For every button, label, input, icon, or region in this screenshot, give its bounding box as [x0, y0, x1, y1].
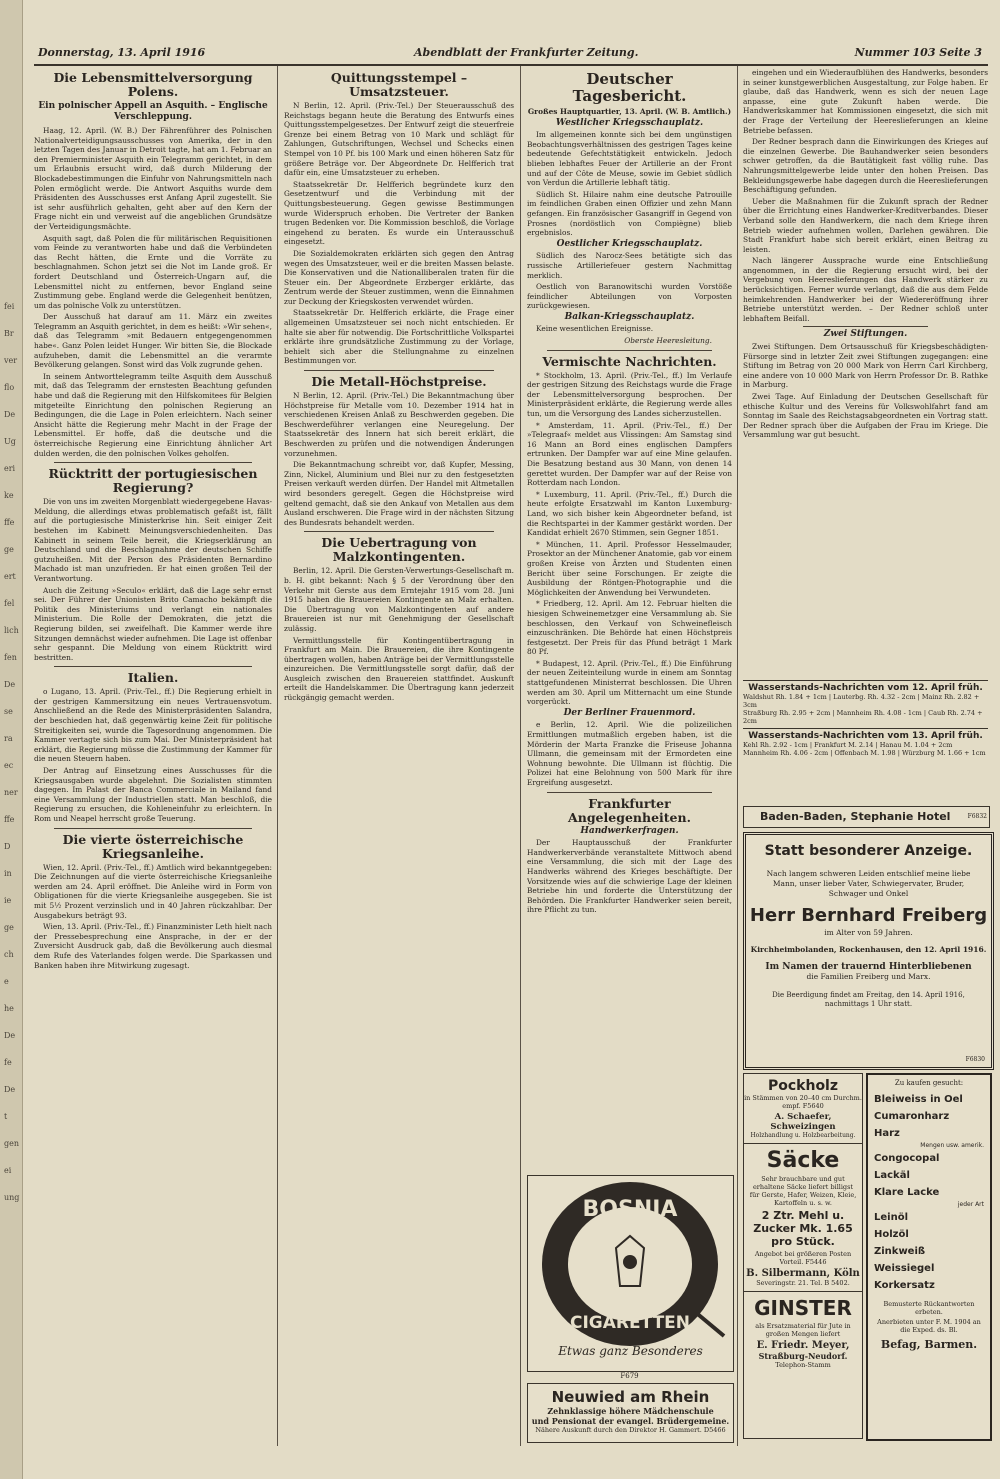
prev-page-fragment: ch: [4, 950, 14, 959]
header-date: Donnerstag, 13. April 1916: [38, 46, 206, 59]
article-title-portugal: Rücktritt der portugiesischen Regierung?: [48, 466, 258, 496]
ad-code: F679: [620, 1372, 639, 1380]
prev-page-fragment: ei: [4, 1166, 12, 1175]
ginster-text: als Ersatzmaterial für Jute in großen Mengen liefert: [755, 1322, 851, 1338]
column-rule: [520, 66, 521, 1446]
wanted-item: Zinkweiß Weissiegel: [874, 1246, 935, 1274]
article-paragraph: Zwei Tage. Auf Einladung der Deutschen Gesellschaft für ethische Kultur und des Vereins für Volkswohlfahrt fand am Sonntag im Saale des Reichstagsabgeordneten ein Vortrag statt. Der Redner sprach über die Aufgaben der Frau im Kriege. Die Versammlung war gut besucht.: [743, 392, 988, 440]
prev-page-fragment: fen: [4, 653, 17, 662]
article-title-metall: Die Metall-Höchstpreise.: [311, 374, 487, 390]
article-paragraph: Südlich St. Hilaire nahm eine deutsche Patrouille im feindlichen Graben einen Offizier und zehn Mann gefangen. Ein französischer Gasangriff in Gegend von Prosnes (nordöstlich von Compiègne) blieb ergebnislos.: [527, 189, 732, 238]
prev-page-fragment: De: [4, 680, 16, 689]
divider: [547, 350, 712, 351]
article-paragraph: Im allgemeinen konnte sich bei dem ungünstigen Beobachtungsverhältnissen des gestrigen Tages keine bedeutende Gefechtstätigkeit entwickeln. Jedoch blieben lebhaftes Feuer der Artillerie an der Front und auf der Côte de Meuse, sowie im Gebiet südlich von Verdun die Artillerie lebhaft tätig.: [527, 130, 732, 188]
water-row: Waldshut Rh. 1.84 + 1cm | Lauterbg. Rh. 4.32 - 2cm | Mainz Rh. 2.82 + 3cm: [743, 693, 980, 709]
article-paragraph: Die von uns im zweiten Morgenblatt wiedergegebene Havas-Meldung, die allerdings etwas problematisch gefaßt ist, fällt auf die portugiesische Ministerkrise hin. Seit einiger Zeit bestehen im Kabinett Meinungsverschiedenheiten. Das Kabinett in seinem Teile bereit, die Kriegserklärung an Deutschland und die Beschlagnahme der deutschen Schiffe gutzuheißen. Mit der Person des Präsidenten Bernardino Machado ist man unzufrieden. Er hat einen großen Teil der Verantwortung.: [34, 497, 272, 583]
prev-page-fragment: fei: [4, 302, 15, 311]
notice-name: Herr Bernhard Freiberg: [749, 905, 988, 926]
article-paragraph: eingehen und ein Wiederaufblühen des Handwerks, besonders in seiner kunstgewerblichen Ausgestaltung, zur Folge haben. Er glaube, daß das Handwerk, wenn es sich der neuen Lage anpasse, eine gute Zukunft haben werde. Die Handwerkskammer hat Kommissionen eingesetzt, die sich mit der Frage der Verteilung der Heereslieferungen an kleine Betriebe befassen.: [743, 68, 988, 135]
section-heading: Balkan-Kriegsschauplatz.: [564, 311, 695, 322]
article-paragraph: Asquith sagt, daß Polen die für militärischen Requisitionen vom Feinde zu verantworten habe und daß die Verbündeten das Recht hätten, die Ernte und die Vorräte zu beschlagnahmen. Schon jetzt sei die Not im Lande groß. Er fordert Deutschland und Österreich-Ungarn auf, die Lebensmittel nicht zu entfernen, bevor England seine Zustimmung gebe. England werde die Gelegenheit benützen, um das polnische Volk zu unterstützen.: [34, 233, 272, 310]
notice-family: die Familien Freiberg und Marx.: [806, 972, 931, 981]
article-title-kriegsanleihe: Die vierte österreichische Kriegsanleihe.: [62, 831, 244, 861]
divider: [803, 326, 928, 327]
death-notice: [743, 832, 994, 1070]
article-paragraph: Haag, 12. April. (W. B.) Der Fährenführer des Polnischen Nationalverteidigungsausschusses von Amerika, der in den letzten Tagen des Januar in Detroit tagte, hat am 1. Februar an den Premierminister Asquith ein Telegramm gerichtet, in dem um Erlaubnis ersucht wird, daß durch Milderung der Blockadebestimmungen die Einfuhr von Nahrungsmitteln nach Polen ermöglicht werde. Die Antwort Asquiths wurde dem Präsidenten des Ausschusses erst Anfang April zugestellt. Sie ist sehr ausführlich gehalten, geht aber auf den Kern der Frage nicht ein und verweist auf die angeblichen Grundsätze der Verteidigungsmächte.: [34, 126, 272, 231]
prev-page-fragment: ffe: [4, 518, 15, 527]
saecke-address: Severingstr. 21. Tel. B 5402.: [756, 1279, 850, 1287]
column-4: [743, 68, 988, 673]
ginster-city: Straßburg-Neudorf.: [758, 1351, 848, 1361]
wanted-item: Congocopal: [874, 1153, 940, 1164]
ginster-tel: Telephon-Stamm: [775, 1361, 831, 1369]
pockholz-firm: A. Schaefer, Schweizingen: [770, 1112, 836, 1132]
notice-mourners: Im Namen der trauernd Hinterbliebenen: [765, 962, 972, 972]
right-ads-column: [743, 1073, 863, 1439]
saecke-firm: B. Silbermann, Köln: [746, 1268, 860, 1279]
prev-page-fragment: ffe: [4, 815, 15, 824]
article-paragraph: Wien, 13. April. (Priv.-Tel., ff.) Finanzminister Leth hielt nach der Pressebesprechung eine Ansprache, in der er der Zuversicht Ausdruck gab, daß die Bevölkerung auch diesmal dem Rufe des Vaterlandes folgen werde. Die Sparkassen und Banken haben ihre Mitwirkung zugesagt.: [34, 922, 272, 970]
wanted-header: Zu kaufen gesucht:: [894, 1079, 964, 1087]
water-title-12: Wasserstands-Nachrichten vom 12. April früh.: [748, 683, 983, 693]
section-heading: Oestlicher Kriegsschauplatz.: [556, 238, 703, 249]
divider: [304, 370, 494, 371]
wanted-note: jeder Art: [957, 1201, 984, 1208]
prev-page-fragment: he: [4, 1004, 14, 1013]
article-paragraph: Nach längerer Aussprache wurde eine Entschließung angenommen, in der die Regierung ersucht wird, bei der Vergebung von Heereslieferungen das Handwerk stärker zu berücksichtigen. Ferner wurde verlangt, daß die aus dem Felde heimkehrenden Handwerker bei der Wiedereröffnung ihrer Betriebe unterstützt werden. – Der Redner schloß unter lebhaftem Beifall.: [743, 256, 988, 323]
article-paragraph: Vermittlungsstelle für Kontingentübertragung in Frankfurt am Main. Die Brauereien, die ihre Kontingente übertragen wollen, haben Anträge bei der Vermittlungsstelle einzureichen. Die Vermittlungsstelle sorgt dafür, daß der Ausgleich zwischen den Brauereien stattfindet. Auskunft erteilt die Handelskammer. Die Übertragung kann jederzeit rückgängig gemacht werden.: [284, 635, 514, 703]
wanted-firm: Befag, Barmen.: [880, 1338, 978, 1351]
prev-page-fragment: De: [4, 410, 16, 419]
neuwied-line3: Nähere Auskunft durch den Direktor H. Gammert. D5466: [535, 1426, 726, 1434]
column-rule: [737, 66, 738, 1446]
section-heading: Der Berliner Frauenmord.: [563, 707, 696, 718]
article-paragraph: Die Bekanntmachung schreibt vor, daß Kupfer, Messing, Zinn, Nickel, Aluminium und Blei nur zu den festgesetzten Preisen verkauft werden dürfen. Der Handel mit Altmetallen wird besonders geregelt. Gegen die Höchstpreise wird geltend gemacht, daß sie den Ankauf von Metallen aus dem Ausland erschweren. Die Frage wird in der nächsten Sitzung des Bundesrats behandelt werden.: [284, 460, 514, 527]
page-header: [34, 44, 988, 66]
article-paragraph: In seinem Antworttelegramm teilte Asquith dem Ausschuß mit, daß das Telegramm der ernstesten Beachtung gefunden habe und daß die Regierung mit den Hilfskomitees für Belgien mitgeteilte Einrichtung den polnischen Regierung an Bedingungen, die die Lage in Polen erleichtern. Nach seiner Ansicht hätte die Regierung mehr Macht in der Frage der Lebensmittel. Er hoffe, daß die deutsche und die österreichische Regierung eine Einrichtung ähnlicher Art dulden werden, die den polnischen Volkes geholfen.: [34, 371, 272, 458]
article-paragraph: o Lugano, 13. April. (Priv.-Tel., ff.) Die Regierung erhielt in der gestrigen Kammersitzung ein neues Vertrauensvotum. Anschließend an die Rede des Ministerpräsidenten Salandra, der beschieden hat, daß gegenwärtig keine Zeit für politische Streitigkeiten sei, wurde die Tagesordnung angenommen. Die Kammer vertagte sich bis zum Mai. Der Ministerpräsident hat erklärt, die Regierung müsse die Zustimmung der Kammer für die neuen Steuern haben.: [34, 687, 272, 764]
divider: [54, 666, 252, 667]
column-2: [284, 68, 514, 1443]
prev-page-fragment: fel: [4, 599, 15, 608]
hotel-name: Baden-Baden, Stephanie Hotel: [760, 810, 951, 823]
article-paragraph: Der Hauptausschuß der Frankfurter Handwerkerverbände veranstaltete Mittwoch abend eine Versammlung, die sich mit der Lage des Handwerks während des Krieges beschäftigte. Der Vorsitzende wies auf die schwierige Lage der kleinen Betriebe hin und forderte die Unterstützung der Behörden. Die Frankfurter Handwerker seien bereit, ihre Pflicht zu tun.: [527, 838, 732, 915]
pockholz-text: in Stämmen von 20–40 cm Durchm. empf. F5640: [744, 1094, 862, 1110]
prev-page-fragment: Br: [4, 329, 14, 338]
prev-page-fragment: ner: [4, 788, 18, 797]
notice-title: Statt besonderer Anzeige.: [764, 843, 973, 859]
wanted-item: Holzöl: [874, 1229, 909, 1240]
article-paragraph: Südlich des Narocz-Sees betätigte sich das russische Artilleriefeuer gestern Nachmittag merklich.: [527, 251, 732, 280]
article-title-italien: Italien.: [127, 670, 179, 686]
article-paragraph: N Berlin, 12. April. (Priv.-Tel.) Der Steuerausschuß des Reichstags begann heute die Beratung des Entwurfs eines Quittungsstempelgesetzes. Der Entwurf zeigt die steuerfreie Grenze bei einem Betrag von 10 Mark und schlägt für Zahlungen, Gutschriftungen, Wechsel und Schecks einen Stempel von 10 Pf. bis 100 Mark und einen höheren Satz für größere Beträge vor. Der Abgeordnete Dr. Helfferich trat dafür ein, eine Umsatzsteuer zu erheben.: [284, 101, 514, 178]
wanted-item: Lackäl: [874, 1170, 910, 1181]
article-paragraph: Der Antrag auf Einsetzung eines Ausschusses für die Kriegsausgaben wurde abgelehnt. Die Sozialisten stimmten dagegen. Im Palast der Banca Commerciale in Mailand fand eine Versammlung der Industriellen statt. Man beschloß, die Regierung zu ersuchen, die Kohleneinfuhr zu erleichtern. In Rom und Neapel herrscht große Teuerung.: [34, 766, 272, 823]
wanted-ad: [866, 1073, 992, 1441]
bosnia-slogan: Etwas ganz Besonderes: [558, 1344, 703, 1358]
ad-code: F6832: [967, 813, 987, 820]
water-title-13: Wasserstands-Nachrichten vom 13. April früh.: [748, 731, 983, 741]
water-row: Kehl Rh. 2.92 - 1cm | Frankfurt M. 2.14 | Hanau M. 1.04 + 2cm: [743, 741, 953, 749]
hotel-ad: [743, 806, 990, 828]
article-paragraph: * Luxemburg, 11. April. (Priv.-Tel., ff.) Durch die heute erfolgte Ersatzwahl im Kanton Luxemburg-Land, wo sich bisher kein Abgeordneter befand, ist die Rechtspartei in der Kammer gestärkt worden. Der Kandidat erhielt 2670 Stimmen, sein Gegner 1851.: [527, 489, 732, 538]
article-paragraph: Auch die Zeitung »Seculo« erklärt, daß die Lage sehr ernst sei. Der Führer der Unionisten Brito Camacho bekämpft die Politik des Ministeriums und verlangt ein nationales Ministerium. Die Rolle der Demokraten, die jetzt die Regierung bilden, sei zweifelhaft. Die Kammer werde ihre Sitzungen demnächst wieder aufnehmen. Die Lage ist offenbar sehr gespannt. Die Meldung von einem Rücktritt wird bestritten.: [34, 585, 272, 662]
prev-page-fragment: ra: [4, 734, 13, 743]
prev-page-fragment: D: [4, 842, 11, 851]
bosnia-logo: [528, 1176, 733, 1371]
article-title-polen: Die Lebensmittelversorgung Polens.: [53, 70, 253, 99]
divider: [304, 531, 494, 532]
notice-funeral: Die Beerdigung findet am Freitag, den 14. April 1916, nachmittags 1 Uhr statt.: [772, 991, 965, 1008]
article-paragraph: * München, 11. April. Professor Hesselmauder, Prosektor an der Münchener Anatomie, gab vor einem großen Kreise von Ärzten und Studenten einen Bericht über seine Forschungen. Er zeigte die Ausbildung der Röntgen-Photographie und die Möglichkeiten der Anwendung bei Verwundeten.: [527, 539, 732, 597]
article-paragraph: Ueber die Maßnahmen für die Zukunft sprach der Redner über die Errichtung eines Handwerker-Kreditverbandes. Dieser Verband solle den Handwerkern, die nach dem Kriege ihren Betrieb wieder aufnehmen wollen, Darlehen gewähren. Die Stadt Frankfurt habe sich bereit erklärt, einen Beitrag zu leisten.: [743, 196, 988, 254]
previous-page-edge: [0, 0, 23, 1479]
article-paragraph: * Stockholm, 13. April. (Priv.-Tel., ff.) Im Verlaufe der gestrigen Sitzung des Reichstags wurde die Frage der Lebensmittelversorgung besprochen. Der Ministerpräsident erklärte, die Regierung werde alles tun, um die Versorgung des Landes sicherzustellen.: [527, 370, 732, 419]
prev-page-fragment: e: [4, 977, 9, 986]
section-heading: Zwei Stiftungen.: [823, 329, 908, 340]
article-paragraph: N Berlin, 12. April. (Priv.-Tel.) Die Bekanntmachung über Höchstpreise für Metalle vom 10. Dezember 1914 hat in verschiedenen Kreisen Anlaß zu Beschwerden gegeben. Die Beschwerdeführer verlangen eine Neuregelung. Der Staatssekretär des Innern hat sich bereit erklärt, die Beschwerden zu prüfen und die notwendigen Änderungen vorzunehmen.: [284, 391, 514, 458]
prev-page-fragment: ec: [4, 761, 14, 770]
article-paragraph: Keine wesentlichen Ereignisse.: [536, 324, 654, 334]
prev-page-fragment: in: [4, 869, 12, 878]
neuwied-ad: [527, 1383, 734, 1443]
article-title-tagesbericht: Deutscher Tagesbericht.: [572, 70, 687, 105]
column-3: [527, 68, 732, 1168]
column-1: [34, 68, 272, 1443]
article-paragraph: Zwei Stiftungen. Dem Ortsausschuß für Kriegsbeschädigten-Fürsorge sind in letzter Zeit zwei Stiftungen zugegangen: eine Stiftung im Betrag von 20 000 Mark von Herrn Carl Kirchberg, eine andere von 10 000 Mark von Herrn Professor Dr. B. Rathke in Marburg.: [743, 342, 988, 390]
water-levels: [743, 680, 988, 801]
wanted-note: Bemusterte Rückantworten erbeten.: [883, 1300, 975, 1316]
ginster-title: GINSTER: [754, 1296, 852, 1320]
article-title-malz: Die Uebertragung von Malzkontingenten.: [321, 535, 477, 565]
notice-text: Nach langem schweren Leiden entschlief meine liebe Mann, unser lieber Vater, Schwiegervater, Bruder, Schwager und Onkel: [766, 869, 971, 898]
ginster-firm: E. Friedr. Meyer,: [756, 1340, 850, 1351]
article-paragraph: Der Ausschuß hat darauf am 11. März ein zweites Telegramm an Asquith gerichtet, in dem es heißt: »Wir sehen«, daß das Telegramm »mit Bedauern entgegengenommen habe«. Ganz Polen leidet Hunger. Wir bitten Sie, die Blockade aufzuheben, damit die Lebensmittel an die verarmte Bevölkerung gelangen. Sonst wird das Volk zugrunde gehen.: [34, 312, 272, 370]
column-rule: [277, 66, 278, 1446]
prev-page-fragment: ert: [4, 572, 16, 581]
article-paragraph: * Budapest, 12. April. (Priv.-Tel., ff.) Die Einführung der neuen Zeiteinteilung wurde in einem am Sonntag stattgefundenen Ministerrat beschlossen. Die Uhren werden am 30. April um Mitternacht um eine Stunde vorgerückt.: [527, 658, 732, 707]
prev-page-fragment: ge: [4, 545, 14, 554]
article-title-quittungsstempel: Quittungsstempel – Umsatzsteuer.: [330, 70, 468, 99]
wanted-item: Klare Lacke: [874, 1187, 940, 1198]
prev-page-fragment: gen: [4, 1139, 20, 1148]
bosnia-bottom-text: CIGARETTEN: [569, 1313, 691, 1333]
neuwied-line2: und Pensionat der evangel. Brüdergemeine.: [531, 1416, 730, 1426]
article-paragraph: Staatssekretär Dr. Helfferich begründete kurz den Gesetzentwurf und die Verbindung mit der Quittungsbesteuerung. Gegen gewisse Bestimmungen wurde Widerspruch erhoben. Die Vertreter der Banken trugen Bedenken vor. Die Kommission beschloß, die Vorlage eingehend zu beraten. Es wurde ein Unterausschuß eingesetzt.: [284, 179, 514, 247]
wanted-list: [868, 1087, 990, 1298]
article-title-frankfurt: Frankfurter Angelegenheiten.: [568, 795, 691, 825]
notice-address: Kirchheimbolanden, Rockenhausen, den 12. April 1916.: [750, 945, 987, 954]
prev-page-fragment: ung: [4, 1193, 20, 1202]
prev-page-fragment: ver: [4, 356, 18, 365]
dateline: Großes Hauptquartier, 13. April. (W. B. Amtlich.): [527, 107, 732, 116]
prev-page-fragment: se: [4, 707, 13, 716]
divider: [547, 792, 712, 793]
neuwied-title: Neuwied am Rhein: [551, 1388, 710, 1406]
divider: [54, 828, 252, 829]
article-paragraph: Oestlich von Baranowitschi wurden Vorstöße feindlicher Abteilungen von Vorposten zurückgewiesen.: [527, 282, 732, 311]
water-row: Straßburg Rh. 2.95 + 2cm | Mannheim Rh. 4.08 - 1cm | Caub Rh. 2.74 + 2cm: [743, 709, 983, 725]
ad-code: F6830: [965, 1056, 985, 1063]
prev-page-fragment: De: [4, 1085, 16, 1094]
signature: Oberste Heeresleitung.: [624, 336, 712, 346]
prev-page-fragment: t: [4, 1112, 8, 1121]
prev-page-fragment: eri: [4, 464, 16, 473]
article-paragraph: Wien, 12. April. (Priv.-Tel., ff.) Amtlich wird bekanntgegeben: Die Zeichnungen auf die vierte österreichische Kriegsanleihe werden am 24. April eröffnet. Die Anleihe wird in Form von Obligationen für die vierte Kriegsanleihe ausgegeben. Sie ist mit 5½ Prozent verzinslich und in 40 Jahren rückzahlbar. Der Ausgabekurs beträgt 93.: [34, 862, 272, 920]
prev-page-fragment: flo: [4, 383, 15, 392]
bosnia-top-text: BOSNIA: [582, 1197, 678, 1222]
prev-page-fragment: De: [4, 1031, 16, 1040]
article-subtitle-polen: Ein polnischer Appell an Asquith. – Englische Verschleppung.: [38, 101, 268, 122]
crest-emblem-icon: [623, 1255, 637, 1269]
header-issue: Nummer 103 Seite 3: [854, 46, 982, 59]
prev-page-fragment: ie: [4, 896, 12, 905]
prev-page-fragment: ge: [4, 923, 14, 932]
bosnia-ad: [527, 1175, 734, 1372]
prev-page-fragment: ke: [4, 491, 14, 500]
article-paragraph: Die Sozialdemokraten erklärten sich gegen den Antrag wegen des Umsatzsteuer, weil er die breiten Massen belaste. Die Konservativen und die Nationalliberalen traten für die Steuer ein. Der Abgeordnete Erzberger erklärte, das Zentrum werde der Steuer zustimmen, wenn die Einnahmen zur Deckung der Kriegskosten verwendet würden.: [284, 248, 514, 306]
article-paragraph: Staatssekretär Dr. Helfferich erklärte, die Frage einer allgemeinen Umsatzsteuer sei noch nicht entschieden. Er halte sie aber für notwendig. Die Fortschrittliche Volkspartei erklärte ihre grundsätzliche Zustimmung zu der Vorlage, behielt sich aber die Stellungnahme zu einzelnen Bestimmungen vor.: [284, 308, 514, 366]
saecke-price: 2 Ztr. Mehl u. Zucker Mk. 1.65 pro Stück.: [753, 1209, 853, 1248]
prev-page-fragment: fe: [4, 1058, 12, 1067]
article-paragraph: * Friedberg, 12. April. Am 12. Februar hielten die hiesigen Schweinemetzger eine Versammlung ab. Sie beschlossen, den Verkauf von Schweinefleisch einzuschränken. Die Behörde hat einen Höchstpreis festgesetzt. Der Preis für das Pfund beträgt 1 Mark 80 Pf.: [527, 599, 732, 657]
wanted-item: Cumaronharz: [874, 1111, 950, 1122]
wanted-item: Bleiweiss in Oel: [874, 1094, 963, 1105]
pockholz-sub: Holzhandlung u. Holzbearbeitung.: [750, 1132, 856, 1139]
notice-age: im Alter von 59 Jahren.: [824, 928, 913, 937]
saecke-title: Säcke: [766, 1148, 840, 1173]
wanted-note: Anerbieten unter F. M. 1904 an die Exped. ds. Bl.: [877, 1318, 981, 1334]
pockholz-title: Pockholz: [767, 1078, 839, 1094]
saecke-text: Sehr brauchbare und gut erhaltene Säcke liefert billigst für Gerste, Hafer, Weizen, Kleie, Kartoffeln u. s. w.: [749, 1175, 857, 1207]
article-paragraph: Der Redner besprach dann die Einwirkungen des Krieges auf die einzelnen Gewerbe. Die Bauhandwerker seien besonders schwer getroffen, da die Bautätigkeit fast völlig ruhe. Das Nahrungsmittelgewerbe leide unter den hohen Preisen. Das Bekleidungsgewerbe habe dagegen durch die Heereslieferungen Beschäftigung gefunden.: [743, 137, 988, 195]
wanted-item: Leinöl: [874, 1212, 908, 1223]
section-heading: Handwerkerfragen.: [580, 825, 679, 836]
divider: [54, 462, 252, 463]
wanted-note: Mengen usw. amerik.: [920, 1142, 984, 1149]
wanted-item: Korkersatz: [874, 1280, 935, 1291]
article-title-vermischte: Vermischte Nachrichten.: [542, 353, 717, 369]
water-row: Mannheim Rh. 4.06 - 2cm | Offenbach M. 1.98 | Würzburg M. 1.66 + 1cm: [743, 749, 986, 757]
article-paragraph: e Berlin, 12. April. Wie die polizeilichen Ermittlungen mutmaßlich ergeben haben, ist die Mörderin der Marta Franzke die Friseuse Johanna Ullmann, die gemeinsam mit der Ermordeten eine Wohnung bewohnte. Die Ullmann ist flüchtig. Die Polizei hat eine Belohnung von 500 Mark für ihre Ergreifung ausgesetzt.: [527, 720, 732, 787]
article-paragraph: Berlin, 12. April. Die Gersten-Verwertungs-Gesellschaft m. b. H. gibt bekannt: Nach § 5 der Verordnung über den Verkehr mit Gerste aus dem Erntejahr 1915 vom 28. Juni 1915 haben die Brauereien Kontingente an Malz erhalten. Die Übertragung von Malzkontingenten auf andere Brauereien ist nur mit Genehmigung der Gesellschaft zulässig.: [284, 566, 514, 633]
header-paper-title: Abendblatt der Frankfurter Zeitung.: [414, 46, 639, 59]
wanted-item: Harz: [874, 1128, 900, 1139]
cigarette-icon: [688, 1306, 724, 1336]
prev-page-fragment: Ug: [4, 437, 16, 446]
section-heading: Westlicher Kriegsschauplatz.: [555, 117, 704, 128]
saecke-sub: Angebot bei größeren Posten Vorteil. F5446: [754, 1250, 852, 1266]
article-paragraph: * Amsterdam, 11. April. (Priv.-Tel., ff.) Der »Telegraaf« meldet aus Vlissingen: Am Samstag sind 16 Mann an Bord eines englischen Dampfers ertrunken. Der Dampfer war auf eine Mine gelaufen. Die Besatzung bestand aus 30 Mann, von denen 14 gerettet wurden. Der Dampfer war auf der Reise von Rotterdam nach London.: [527, 420, 732, 488]
neuwied-line1: Zehnklassige höhere Mädchenschule: [547, 1406, 714, 1416]
prev-page-fragment: lich: [4, 626, 19, 635]
